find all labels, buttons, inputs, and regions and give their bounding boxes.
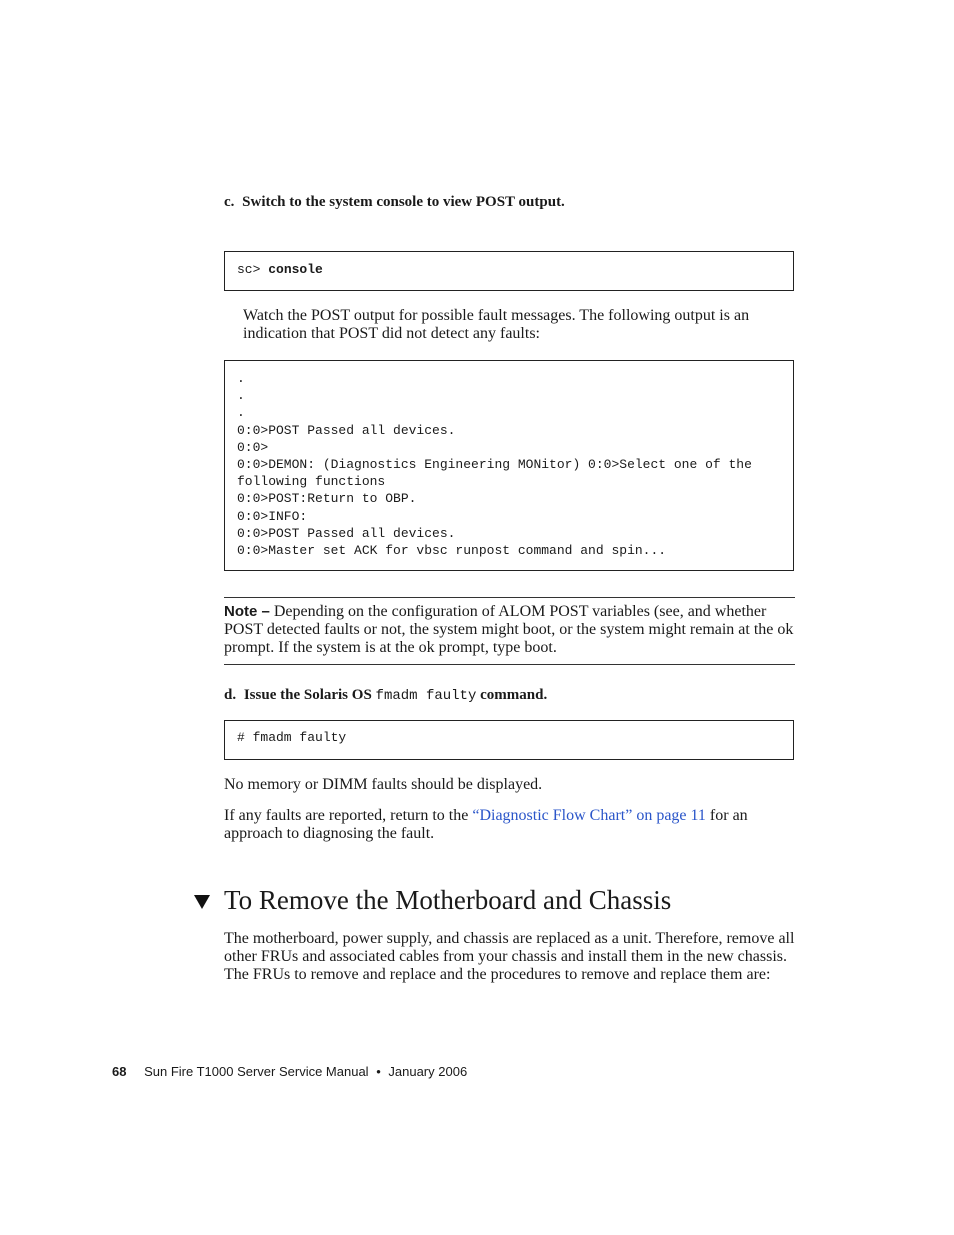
post-output-line: 0:0>POST:Return to OBP. [237,491,417,507]
post-output-line: . [237,371,245,386]
step-c-label: c. [224,194,235,210]
section-paragraph: The motherboard, power supply, and chassis are replaced as a unit. Therefore, remove all other FRUs and associated cables from your chassis and install them in the new chassis. The FRUs to remove and replace and the procedures to remove and replace them are: [224,930,795,983]
step-d-label: d. [224,687,237,703]
step-d [224,686,547,705]
post-output-line: . [237,388,245,404]
console-code-box [224,251,794,291]
watch-paragraph: Watch the POST output for possible fault messages. The following output is an indication that POST did not detect any faults: [243,307,750,342]
footer-date: January 2006 [388,1064,468,1079]
faults-text-after: for an approach to diagnosing the fault. [224,807,748,842]
step-d-text-after: command. [476,687,548,703]
post-output-line: following functions [237,474,386,490]
faults-paragraph [224,807,795,843]
faults-text-before: If any faults are reported, return to the [224,807,473,824]
console-command: console [268,262,323,277]
section-heading: To Remove the Motherboard and Chassis [224,885,672,915]
note-text: Depending on the configuration of ALOM POST variables (see, and whether POST detected faults or not, the system might boot, or the system might remain at the ok prompt. If the system is at the ok prompt, type boot. [224,603,794,656]
post-output-line: . [237,405,245,421]
step-c-text: Switch to the system console to view POST output. [242,194,565,210]
console-prompt: sc> [237,262,269,277]
step-c [224,193,565,211]
footer-title: Sun Fire T1000 Server Service Manual [144,1064,369,1079]
step-d-text-before: Issue the Solaris OS [243,687,376,703]
footer-page-number: 68 [112,1064,127,1079]
fmadm-command-line: # fmadm faulty [237,730,347,745]
post-output-line: 0:0>Master set ACK for vbsc runpost command and spin... [237,543,667,559]
note-label: Note – [224,603,270,620]
footer-bullet: • [376,1064,381,1079]
post-output-box [224,360,794,571]
post-output-line: 0:0>DEMON: (Diagnostics Engineering MONitor) 0:0>Select one of the [237,457,752,473]
post-output-line: 0:0>POST Passed all devices. [237,422,456,438]
post-output-line: 0:0>INFO: [237,508,308,524]
note-top-rule [224,597,795,598]
note-block [224,603,795,657]
note-bottom-rule [224,664,795,665]
post-output-line: 0:0>POST Passed all devices. [237,525,456,541]
fmadm-code-box [224,720,794,760]
step-d-command: fmadm faulty [375,688,477,704]
no-faults-paragraph: No memory or DIMM faults should be displayed. [224,776,543,793]
post-output-line: 0:0> [237,439,269,455]
page-footer [112,1064,467,1079]
section-triangle-icon [194,895,210,909]
diagnostic-flow-chart-link[interactable]: “Diagnostic Flow Chart” on page 11 [472,807,706,824]
